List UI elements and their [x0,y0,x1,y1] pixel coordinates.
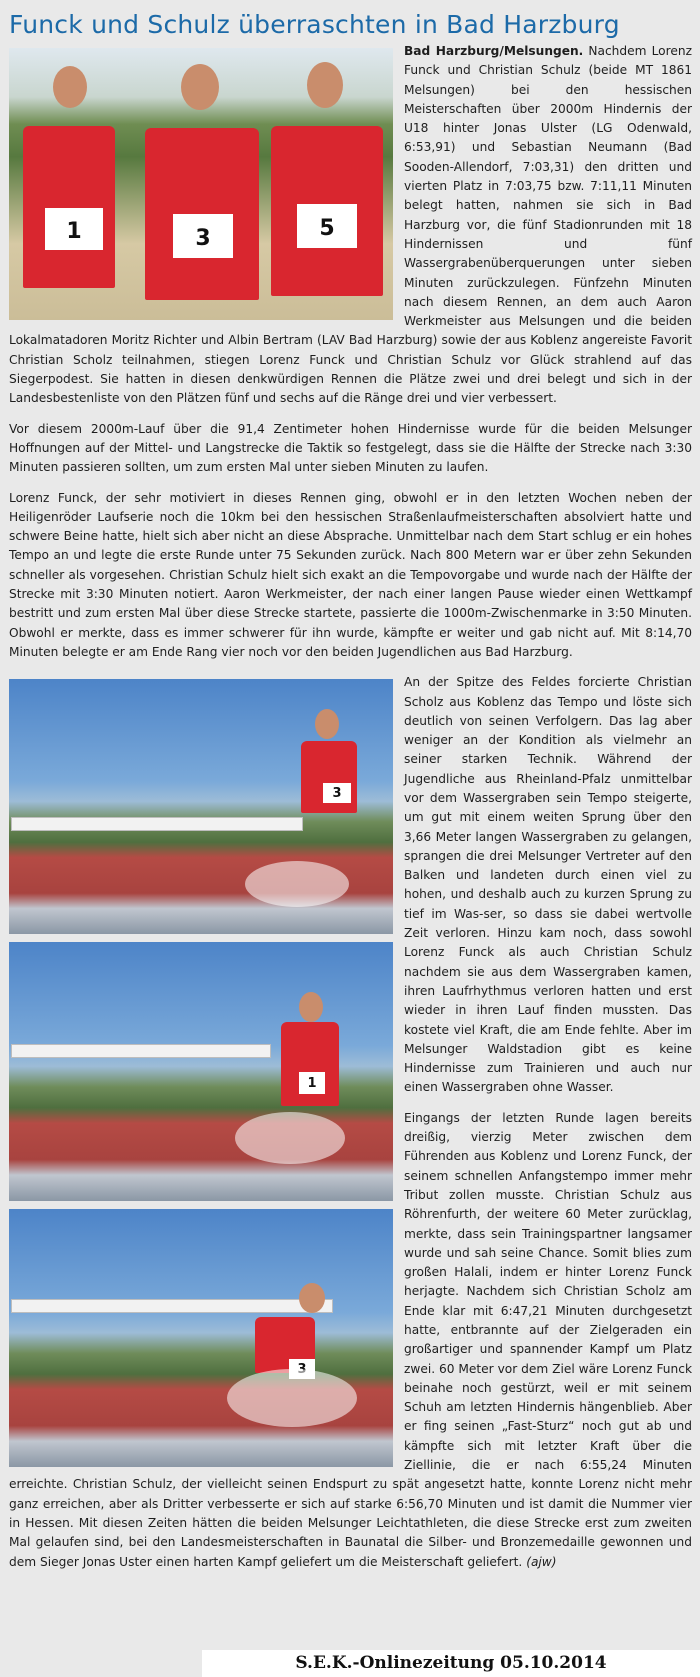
athlete-head [307,62,343,108]
steeplechase-photo [9,942,393,1201]
hurdle-bar [11,817,303,831]
athlete-head [181,64,219,110]
athlete-head [315,709,339,739]
paragraph-text: Nachdem Lorenz Funck und Christian Schulz (beide MT 1861 Melsungen) bei den hessischen Meisterschaften über 2000m Hindernis der U18 hinter Jonas Ulster (LG Odenwald, 6:53,91) und Sebastian Neumann (Bad Sooden-Allendorf, 7:03,31) den dritten und vierten Platz in 7:03,75 bzw. 7:11,11 Minuten belegt hatten, nahmen sie sich in Bad Harzburg vor, die fünf Stadionrunden mit 18 Hindernissen und fünf Wassergrabenüberquerungen unter sieben Minuten zurückzulegen. Fünfzehn Minuten nach diesem Rennen, an dem auch Aaron Werkmeister aus Melsungen und die beiden Lokalmatadoren Moritz Richter und Albin Bertram (LAV Bad Harzburg) sowie der aus Koblenz angereiste Favorit Christian Scholz teilnahmen, stiegen Lorenz Funck und Christian Schulz vor Glück strahlend auf das Siegerpodest. Sie hatten in diesen denkwürdigen Rennen die Plätze zwei und drei belegt und sich in der Landesbestenliste von den Plätzen fünf und sechs auf die Ränge drei und vier verbessert. [9,44,692,406]
athlete-head [53,66,87,108]
author-initials: (ajw) [526,1554,557,1569]
article-body [9,42,692,1583]
hurdle-bar [11,1299,333,1313]
dateline: Bad Harzburg/Melsungen. [404,44,584,58]
paragraph: Lorenz Funck, der sehr motiviert in dieses Rennen ging, obwohl er in den letzten Wochen neben der Heiligenröder Laufserie noch die 10km bei den hessischen Straßenlaufmeisterschaften absolviert hatte und schwere Beine hatte, hielt sich aber nicht an diese Absprache. Unmittelbar nach dem Start schlug er ein hohes Tempo an und legte die erste Runde unter 75 Sekunden zurück. Nach 800 Metern war er über zehn Sekunden schneller als vorgesehen. Christian Schulz hielt sich exakt an die Tempovorgabe und wurde nach der Hälfte der Strecke mit 3:30 Minuten notiert. Aaron Werkmeister, der nach einer langen Pause wieder einen Wettkampf bestritt und zum ersten Mal über diese Strecke startete, passierte die 1000m-Zwischenmarke in 3:50 Minuten. Obwohl er merkte, dass es immer schwerer für ihn wurde, kämpfte er weiter und gab nicht auf. Mit 8:14,70 Minuten belegte er am Ende Rang vier noch vor den beiden Jugendlichen aus Bad Harzburg. [9,490,692,659]
bib-number: 5 [297,204,357,248]
athlete-head [299,992,323,1022]
athlete-head [299,1283,325,1313]
athlete-figure [23,126,115,288]
bib-number: 3 [173,214,233,258]
water-splash [235,1112,345,1164]
bib-number: 1 [45,208,103,250]
steeplechase-photo [9,679,393,934]
paragraph: Vor diesem 2000m-Lauf über die 91,4 Zentimeter hohen Hindernisse wurde für die beiden Melsunger Hoffnungen auf der Mittel- und Langstrecke die Taktik so festgelegt, dass sie die Hälfte der Strecke nach 3:30 Minuten passieren sollten, um zum ersten Mal unter sieben Minuten zu laufen. [9,421,692,475]
bib-number: 3 [323,783,351,803]
steeplechase-photo [9,1209,393,1467]
hurdle-bar [11,1044,271,1058]
article-title: Funck und Schulz überraschten in Bad Harzburg [9,10,620,39]
water-splash [245,861,349,907]
paragraph-text: Eingangs der letzten Runde lagen bereits dreißig, vierzig Meter zwischen dem Führenden aus Koblenz und Lorenz Funck, der seinem schnellen Anfangstempo immer mehr Tribut zollen musste. Christian Schulz aus Röhrenfurth, der weitere 60 Meter zurücklag, merkte, dass sein Trainingspartner langsamer wurde und sah seine Chance. Somit blies zum großen Halali, indem er hinter Lorenz Funck herjagte. Nachdem sich Christian Scholz am Ende klar mit 6:47,21 Minuten durchgesetzt hatte, entbrannte auf der Zielgeraden ein großartiger und spannender Kampf um Platz zwei. 60 Meter vor dem Ziel wäre Lorenz Funck beinahe noch gestürzt, weil er mit seinem Schuh am letzten Hindernis hängenblieb. Aber er fing seinen „Fast-Sturz“ noch gut ab und kämpfte sich mit letzter Kraft über die Ziellinie, die er nach 6:55,24 Minuten erreichte. Christian Schulz, der vielleicht seinen Endspurt zu spät angesetzt hatte, konnte Lorenz nicht mehr ganz erreichen, aber als Dritter verbesserte er sich auf starke 6:56,70 Minuten und ist damit die Nummer vier in Hessen. Mit diesen Zeiten hätten die beiden Melsunger Leichtathleten, die diese Strecke erst zum zweiten Mal gelaufen sind, bei den Landesmeisterschaften in Baunatal die Silber- und Bronzemedaille gewonnen und dem Sieger Jonas Uster einen harten Kampf geliefert um die Meisterschaft geliefert. [9,1110,692,1569]
water-splash [227,1369,357,1427]
newspaper-signature: S.E.K.-Onlinezeitung 05.10.2014 [202,1650,700,1677]
photo-column [9,673,393,1473]
podium-photo [9,48,393,320]
bib-number: 1 [299,1072,325,1094]
paragraph: An der Spitze des Feldes forcierte Christian Scholz aus Koblenz das Tempo und löste sich deutlich von seinen Verfolgern. Das lag aber weniger an der Kondition als vielmehr an seiner starken Technik. Während der Jugendliche aus Rheinland-Pfalz unmittelbar vor dem Wassergraben sein Tempo steigerte, um gut mit einem weiten Sprung über den 3,66 Meter langen Wassergraben zu gelangen, sprangen die drei Melsunger Vertreter auf den Balken und landeten durch einen viel zu hohen, und deshalb auch zu kurzen Sprung zu tief im Was-ser, so dass sie dabei wertvolle Zeit verloren. Hinzu kam noch, dass sowohl Lorenz Funck als auch Christian Schulz nachdem sie aus dem Wassergraben kamen, ihren Laufrhythmus verloren hatten und erst wieder in ihren Lauf finden mussten. Das kostete viel Kraft, die am Ende fehlte. Aber im Melsunger Waldstadion gibt es keine Hindernisse zum Trainieren und auch nur einen Wassergraben ohne Wasser. [404,675,692,1095]
